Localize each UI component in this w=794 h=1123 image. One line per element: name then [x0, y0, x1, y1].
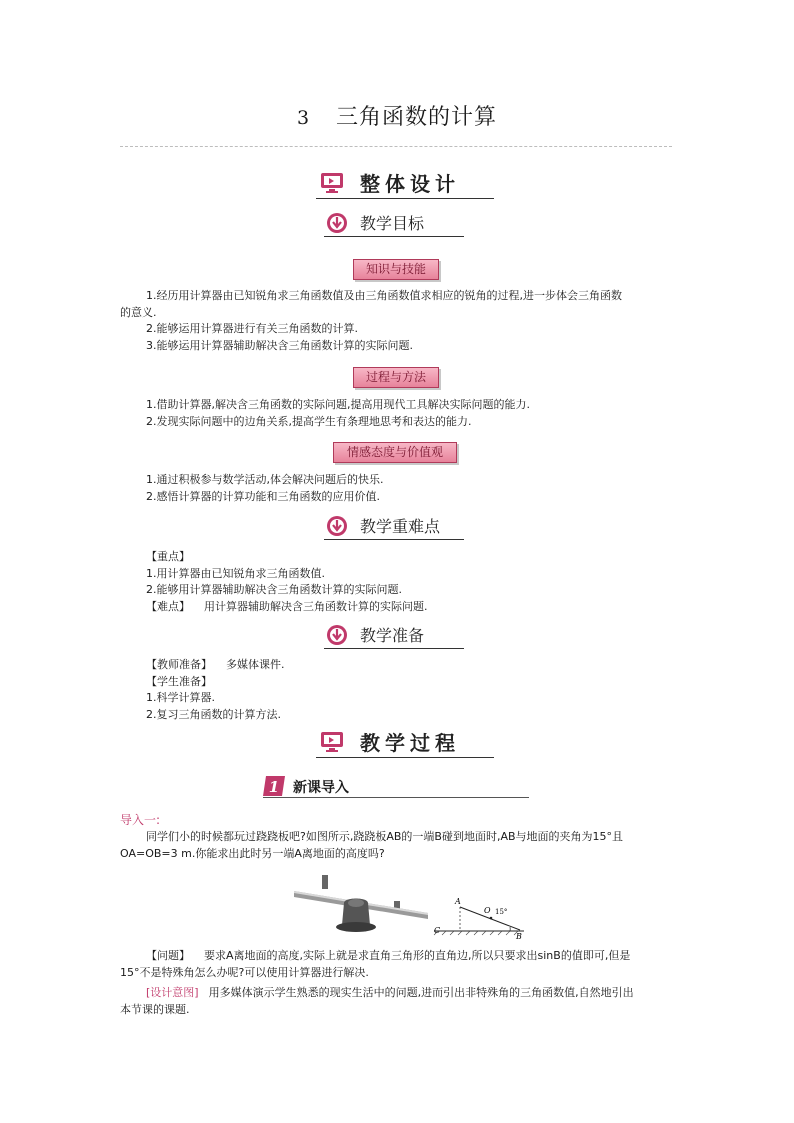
- section-number-badge: [263, 776, 285, 796]
- section-title: 教学准备: [360, 626, 425, 645]
- list-item: 2.能够运用计算器进行有关三角函数的计算.: [146, 322, 358, 335]
- section-number: 1: [268, 778, 280, 796]
- list-item: 1.经历用计算器由已知锐角求三角函数值及由三角函数值求相应的锐角的过程,进一步体会三角函数: [146, 289, 622, 302]
- list-item: 1.科学计算器.: [146, 691, 215, 704]
- design-intent-paragraph: [120, 985, 675, 1018]
- pill-knowledge: 知识与技能: [353, 259, 439, 280]
- question-line: 15°不是特殊角怎么办呢?可以使用计算器进行解决.: [120, 965, 369, 979]
- section-title: 教学重难点: [360, 517, 441, 536]
- dashed-divider: [120, 146, 672, 147]
- label-b: B: [516, 932, 522, 941]
- pill-process-method: 过程与方法: [353, 367, 439, 388]
- list-item: 3.能够运用计算器辅助解决含三角函数计算的实际问题.: [146, 338, 413, 352]
- section-new-lesson-intro: [263, 776, 529, 798]
- list-item: 2.能够用计算器辅助解决含三角函数计算的实际问题.: [146, 583, 402, 596]
- teacher-label: 【教师准备】: [146, 658, 212, 671]
- focus-label: 【重点】: [146, 550, 190, 563]
- section-title: 教学目标: [360, 214, 425, 233]
- difficulty-line: [120, 599, 675, 616]
- page-title: [0, 100, 794, 131]
- list-item: 1.用计算器由已知锐角求三角函数值.: [146, 566, 325, 580]
- down-arrow-icon: [326, 515, 348, 537]
- section-preparation: [324, 622, 464, 649]
- section-title: 整体设计: [360, 172, 460, 196]
- seesaw-illustration: [294, 875, 428, 932]
- label-a: A: [455, 897, 461, 906]
- down-arrow-icon: [326, 624, 348, 646]
- question-line: [120, 948, 675, 965]
- emotion-list: [120, 472, 675, 505]
- design-label: [设计意图]: [146, 986, 199, 999]
- list-item: 2.复习三角函数的计算方法.: [146, 707, 281, 721]
- list-item: 2.发现实际问题中的边角关系,提高学生有条理地思考和表达的能力.: [146, 414, 472, 428]
- section-key-points: [324, 513, 464, 540]
- preparation-list: [120, 657, 675, 723]
- pill-emotion: 情感态度与价值观: [333, 442, 457, 463]
- teacher-text: 多媒体课件.: [226, 658, 285, 671]
- knowledge-list: [120, 288, 675, 354]
- list-item: 1.通过积极参与数学活动,体会解决问题后的快乐.: [146, 473, 384, 486]
- intro-text-line: OA=OB=3 m.你能求出此时另一端A离地面的高度吗?: [120, 846, 385, 860]
- method-list: [120, 397, 675, 430]
- section-title: 教学过程: [360, 731, 460, 755]
- design-line: 本节课的课题.: [120, 1002, 190, 1016]
- design-text: 用多媒体演示学生熟悉的现实生活中的问题,进而引出非特殊角的三角函数值,自然地引出: [208, 986, 634, 999]
- label-o: O: [484, 906, 491, 915]
- lesson-number: 3: [296, 107, 311, 129]
- question-paragraph: [120, 948, 675, 981]
- list-item: 1.借助计算器,解决含三角函数的实际问题,提高用现代工具解决实际问题的能力.: [146, 398, 530, 411]
- section-title: 新课导入: [293, 780, 349, 796]
- label-angle: 15°: [495, 908, 508, 916]
- down-arrow-icon: [326, 212, 348, 234]
- monitor-icon: [320, 731, 344, 753]
- triangle-diagram: [434, 897, 524, 941]
- list-item: 2.感悟计算器的计算功能和三角函数的应用价值.: [146, 489, 380, 503]
- difficulty-label: 【难点】: [146, 599, 190, 613]
- student-label: 【学生准备】: [146, 674, 212, 688]
- question-label: 【问题】: [146, 949, 190, 962]
- key-points-list: [120, 549, 675, 615]
- difficulty-text: 用计算器辅助解决含三角函数计算的实际问题.: [204, 599, 428, 613]
- section-teaching-goals: [324, 210, 464, 237]
- section-teaching-process: [316, 727, 494, 758]
- intro-paragraph: [120, 829, 675, 862]
- teacher-line: [120, 657, 675, 674]
- design-line: [120, 985, 675, 1002]
- intro-label: 导入一:: [120, 813, 161, 827]
- question-text: 要求A离地面的高度,实际上就是求直角三角形的直角边,所以只要求出sinB的值即可,但是: [204, 949, 631, 962]
- section-overall-design: [316, 168, 494, 199]
- intro-text-line: 同学们小的时候都玩过跷跷板吧?如图所示,跷跷板AB的一端B碰到地面时,AB与地面的夹角为15°且: [146, 830, 624, 843]
- lesson-title: 三角函数的计算: [336, 105, 498, 130]
- label-c: C: [434, 926, 441, 935]
- list-item: 的意义.: [120, 305, 157, 319]
- seesaw-figure: [288, 873, 528, 941]
- monitor-icon: [320, 172, 344, 194]
